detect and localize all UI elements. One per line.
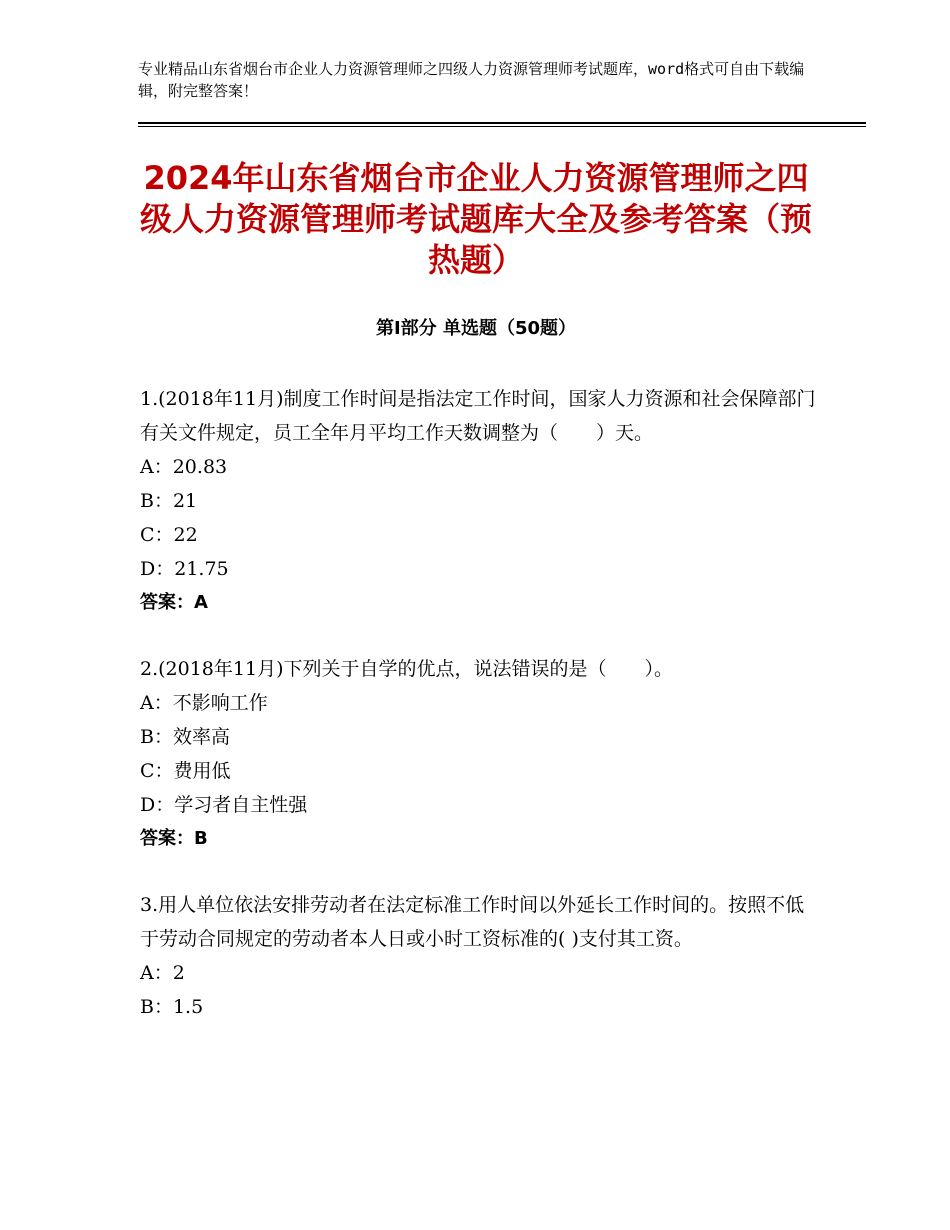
option-c: C：费用低 — [140, 760, 231, 782]
question-3 — [140, 888, 820, 1024]
section-title: 第Ⅰ部分 单选题（50题） — [375, 318, 576, 339]
option-d: D：学习者自主性强 — [140, 794, 308, 816]
option-b: B：21 — [140, 490, 198, 512]
header-rule-thin — [138, 126, 866, 127]
document-title: 2024年山东省烟台市企业人力资源管理师之四级人力资源管理师考试题库大全及参考答案（预热题） — [139, 159, 812, 279]
option-a: A：2 — [140, 962, 185, 984]
option-d: D：21.75 — [140, 558, 229, 580]
question-stem: 1.(2018年11月)制度工作时间是指法定工作时间，国家人力资源和社会保障部门有关文件规定，员工全年月平均工作天数调整为（ ）天。 — [140, 388, 816, 444]
option-b: B：效率高 — [140, 726, 230, 748]
option-a: A：不影响工作 — [140, 692, 268, 714]
question-1 — [140, 382, 820, 620]
header-note: 专业精品山东省烟台市企业人力资源管理师之四级人力资源管理师考试题库，word格式可自由下载编辑，附完整答案！ — [138, 60, 805, 100]
question-2 — [140, 652, 820, 856]
answer: 答案：B — [140, 828, 208, 849]
question-stem: 3.用人单位依法安排劳动者在法定标准工作时间以外延长工作时间的。按照不低于劳动合同规定的劳动者本人日或小时工资标准的( )支付其工资。 — [140, 894, 805, 950]
option-c: C：22 — [140, 524, 198, 546]
option-b: B：1.5 — [140, 996, 204, 1018]
header-rule-thick — [138, 122, 866, 124]
question-list — [140, 382, 820, 1056]
option-a: A：20.83 — [140, 456, 228, 478]
answer: 答案：A — [140, 592, 208, 613]
question-stem: 2.(2018年11月)下列关于自学的优点，说法错误的是（ ）。 — [140, 658, 673, 680]
